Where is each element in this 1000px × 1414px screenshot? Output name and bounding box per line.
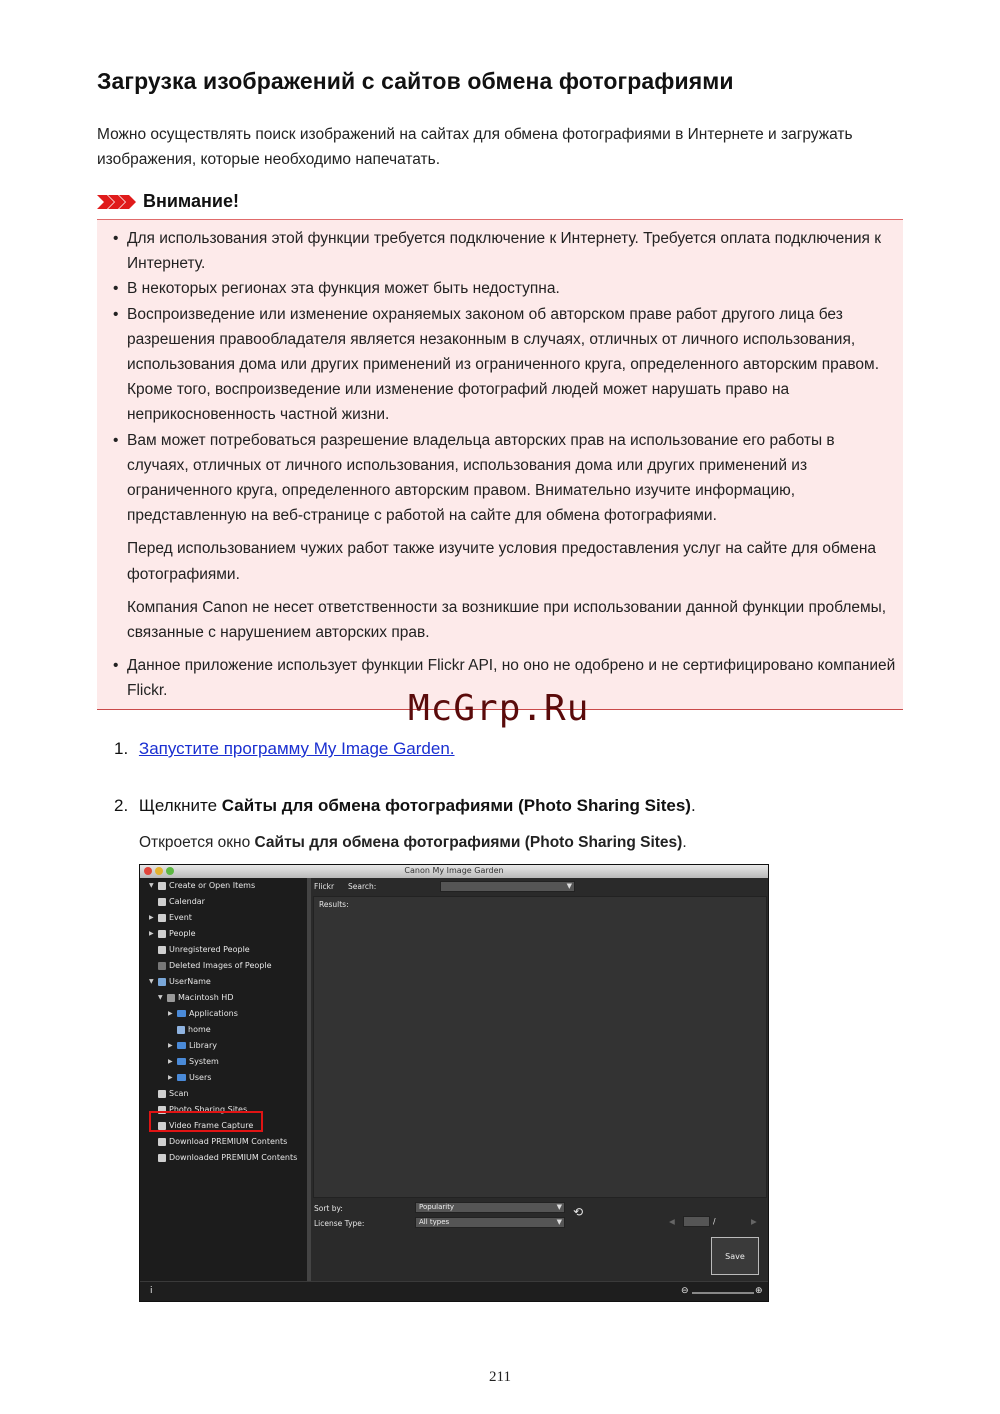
folder-icon (177, 1010, 186, 1017)
warning-item: • Воспроизведение или изменение охраняемых законом об авторском праве работ другого лица без разрешения правообладателя является незаконным в случаях, отличных от личного использования, использования дома или других применений из ограниченного круга, определенного авторским правом. Кроме того, воспроизведение или изменение фотографий людей может нарушать право на неприкосновенность частной жизни. (97, 302, 897, 428)
downloaded-icon (158, 1154, 166, 1162)
license-label: License Type: (314, 1219, 365, 1228)
sidebar (140, 878, 307, 1281)
sidebar-item-people[interactable]: ▶ People (149, 929, 196, 938)
sidebar-item-username[interactable]: ▼ UserName (149, 977, 211, 986)
sidebar-item-photo-sharing[interactable]: Photo Sharing Sites (158, 1105, 247, 1114)
sidebar-item-users[interactable]: ▶ Users (168, 1073, 212, 1082)
page-input[interactable] (683, 1216, 710, 1227)
zoom-slider[interactable] (692, 1292, 754, 1294)
sidebar-item-applications[interactable]: ▶ Applications (168, 1009, 238, 1018)
sidebar-item-system[interactable]: ▶ System (168, 1057, 219, 1066)
drive-icon (167, 994, 175, 1002)
step-bold-text: Сайты для обмена фотографиями (Photo Sharing Sites) (221, 796, 691, 815)
note-text: Откроется окно (139, 834, 255, 851)
note-suffix: . (682, 834, 687, 851)
person-question-icon (158, 946, 166, 954)
zoom-in-icon[interactable]: ⊕ (755, 1286, 763, 1296)
step-suffix: . (690, 796, 696, 815)
step-2-note (139, 834, 687, 852)
search-label: Search: (348, 882, 377, 891)
app-screenshot (139, 864, 769, 1302)
scan-icon (158, 1090, 166, 1098)
event-icon (158, 914, 166, 922)
step-1 (114, 739, 455, 759)
next-page-icon[interactable]: ▶ (751, 1217, 757, 1226)
info-icon[interactable]: i (150, 1286, 153, 1296)
note-bold-text: Сайты для обмена фотографиями (Photo Sharing Sites) (254, 834, 683, 851)
license-select[interactable]: All types ▼ (415, 1217, 565, 1228)
warning-item: • В некоторых регионах эта функция может быть недоступна. (97, 276, 897, 301)
window-titlebar (140, 865, 768, 879)
sidebar-item-download-premium[interactable]: Download PREMIUM Contents (158, 1137, 287, 1146)
watermark: McGrp.Ru (408, 688, 590, 729)
download-icon (158, 1138, 166, 1146)
intro-paragraph: Можно осуществлять поиск изображений на сайтах для обмена фотографиями в Интернете и загружать изображения, которые необходимо напечатать. (97, 126, 853, 168)
page-number: 211 (489, 1369, 511, 1385)
chevron-down-icon: ▼ (556, 1218, 562, 1226)
page-separator: / (713, 1217, 716, 1226)
home-icon (177, 1026, 185, 1034)
step-text: Щелкните (138, 796, 222, 815)
page-title: Загрузка изображений с сайтов обмена фотографиями (97, 68, 734, 94)
step-number: 1. (114, 739, 129, 758)
window-title: Canon My Image Garden (404, 866, 504, 875)
folder-icon (177, 1058, 186, 1065)
start-my-image-garden-link[interactable]: Запустите программу My Image Garden. (138, 739, 455, 758)
save-button[interactable]: Save (711, 1237, 759, 1275)
results-label: Results: (319, 900, 349, 909)
step-2 (114, 796, 696, 816)
zoom-out-icon[interactable]: ⊖ (681, 1286, 689, 1296)
refresh-icon[interactable]: ⟲ (573, 1205, 584, 1219)
sidebar-item-unregistered[interactable]: Unregistered People (158, 945, 250, 954)
sort-label: Sort by: (314, 1204, 343, 1213)
computer-icon (158, 978, 166, 986)
highlight-frame (149, 1111, 263, 1132)
warning-box (97, 219, 903, 710)
folder-icon (177, 1042, 186, 1049)
main-pane (311, 878, 769, 1281)
results-area (313, 896, 767, 1198)
sidebar-item-home[interactable]: home (177, 1025, 211, 1034)
status-bar (140, 1281, 768, 1302)
chevron-warning-icon (97, 195, 137, 209)
sort-select[interactable]: Popularity ▼ (415, 1202, 565, 1213)
sidebar-item-deleted-people[interactable]: Deleted Images of People (158, 961, 272, 970)
sidebar-item-scan[interactable]: Scan (158, 1089, 188, 1098)
warning-heading-label: Внимание! (143, 191, 239, 211)
warning-item: • Вам может потребоваться разрешение владельца авторских прав на использование его работы в случаях, отличных от личного использования, использования дома или других применений из ограниченного круга, определенного авторским правом. Внимательно изучите информацию, представленную на веб-странице с работой на сайте для обмена фотографиями. (97, 428, 897, 529)
chevron-down-icon: ▼ (566, 882, 572, 890)
sidebar-item-create[interactable]: ▼ Create or Open Items (149, 881, 256, 890)
folder-icon (177, 1074, 186, 1081)
sidebar-item-macintosh-hd[interactable]: ▼ Macintosh HD (158, 993, 234, 1002)
sidebar-item-video-frame[interactable]: Video Frame Capture (158, 1121, 253, 1130)
step-number: 2. (114, 796, 129, 815)
create-icon (158, 882, 166, 890)
person-icon (158, 930, 166, 938)
warning-heading (97, 191, 239, 212)
sidebar-item-event[interactable]: ▶ Event (149, 913, 192, 922)
warning-item: • Для использования этой функции требуется подключение к Интернету. Требуется оплата подключения к Интернету. (97, 226, 897, 276)
sidebar-item-calendar[interactable]: Calendar (158, 897, 205, 906)
warning-paragraph: Перед использованием чужих работ также изучите условия предоставления услуг на сайте для обмена фотографиями. (127, 540, 877, 583)
prev-page-icon[interactable]: ◀ (669, 1217, 675, 1226)
sidebar-item-library[interactable]: ▶ Library (168, 1041, 217, 1050)
warning-paragraph: Компания Canon не несет ответственности за возникшие при использовании данной функции проблемы, связанные с нарушением авторских прав. (127, 598, 887, 642)
warning-item: • Данное приложение использует функции Flickr API, но оно не одобрено и не сертифицировано компанией Flickr. (97, 653, 897, 703)
calendar-icon (158, 898, 166, 906)
site-label: Flickr (314, 882, 335, 891)
sidebar-item-downloaded-premium[interactable]: Downloaded PREMIUM Contents (158, 1153, 297, 1162)
chevron-down-icon: ▼ (556, 1203, 562, 1211)
person-deleted-icon (158, 962, 166, 970)
search-input[interactable] (440, 881, 575, 892)
